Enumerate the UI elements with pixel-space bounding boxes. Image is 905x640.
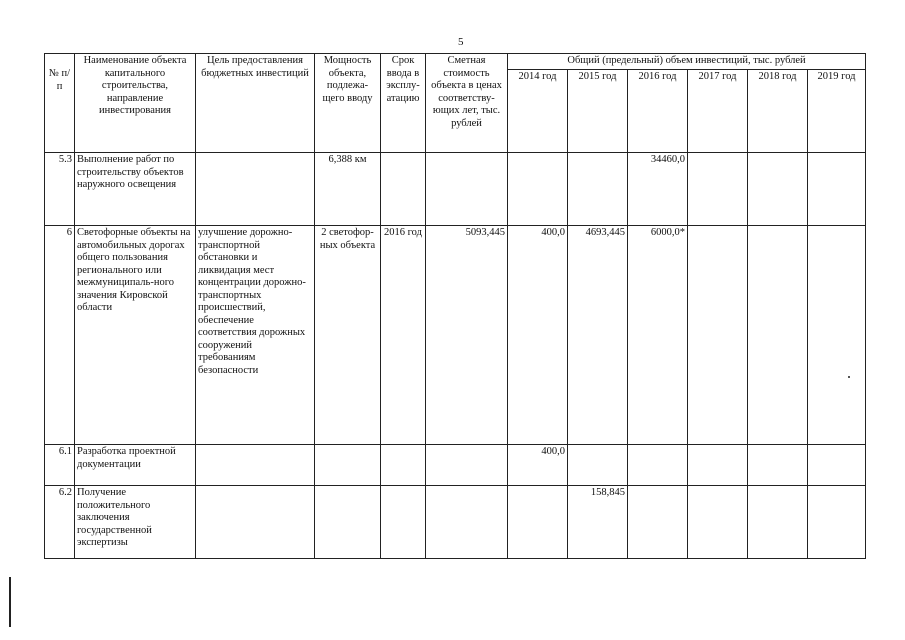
cell-2018 xyxy=(748,486,808,559)
cell-cost xyxy=(426,153,508,226)
header-year-2017: 2017 год xyxy=(688,70,748,153)
cell-2014: 400,0 xyxy=(508,226,568,445)
cell-cost: 5093,445 xyxy=(426,226,508,445)
cell-term xyxy=(381,153,426,226)
table-row xyxy=(45,445,866,486)
cell-goal xyxy=(196,486,315,559)
cell-2017 xyxy=(688,445,748,486)
cell-2019 xyxy=(808,445,866,486)
cell-2015: 158,845 xyxy=(568,486,628,559)
header-year-2018: 2018 год xyxy=(748,70,808,153)
header-year-2016: 2016 год xyxy=(628,70,688,153)
header-name: Наименование объекта капитального строительства, направление инвестирования xyxy=(75,54,196,153)
cell-term xyxy=(381,486,426,559)
cell-2016: 6000,0* xyxy=(628,226,688,445)
cell-num: 6.2 xyxy=(45,486,75,559)
cell-2016: 34460,0 xyxy=(628,153,688,226)
cell-capacity: 6,388 км xyxy=(315,153,381,226)
cell-2016 xyxy=(628,486,688,559)
header-term: Срок ввода в эксплу-атацию xyxy=(381,54,426,153)
cell-cost xyxy=(426,486,508,559)
cell-term xyxy=(381,445,426,486)
cell-goal: улучшение дорожно-транспортной обстановки и ликвидация мест концентрации дорожно-транспортных происшествий, обеспечение соответствия дорожных сооружений требованиям безопасности xyxy=(196,226,315,445)
header-year-2015: 2015 год xyxy=(568,70,628,153)
cell-2018 xyxy=(748,153,808,226)
cell-cost xyxy=(426,445,508,486)
cell-2016 xyxy=(628,445,688,486)
header-row-top xyxy=(45,54,866,70)
cell-capacity xyxy=(315,445,381,486)
investment-table xyxy=(44,53,866,559)
cell-goal xyxy=(196,445,315,486)
cell-2014: 400,0 xyxy=(508,445,568,486)
cell-num: 6 xyxy=(45,226,75,445)
cell-capacity xyxy=(315,486,381,559)
table-row xyxy=(45,153,866,226)
cell-2019 xyxy=(808,486,866,559)
scan-speck xyxy=(848,376,850,378)
table-row xyxy=(45,486,866,559)
cell-2017 xyxy=(688,486,748,559)
cell-num: 5.3 xyxy=(45,153,75,226)
cell-name: Светофорные объекты на автомобильных дорогах общего пользования регионального или межмуниципаль-ного значения Кировской области xyxy=(75,226,196,445)
cell-num: 6.1 xyxy=(45,445,75,486)
table-row xyxy=(45,226,866,445)
cell-2015 xyxy=(568,445,628,486)
scan-margin-line xyxy=(9,577,11,627)
cell-2015: 4693,445 xyxy=(568,226,628,445)
page-number: 5 xyxy=(458,36,464,48)
header-year-2019: 2019 год xyxy=(808,70,866,153)
cell-term: 2016 год xyxy=(381,226,426,445)
header-goal: Цель предоставления бюджетных инвестиций xyxy=(196,54,315,153)
cell-name: Получение положительного заключения государственной экспертизы xyxy=(75,486,196,559)
header-capacity: Мощность объекта, подлежа-щего вводу xyxy=(315,54,381,153)
cell-2015 xyxy=(568,153,628,226)
header-cost: Сметная стоимость объекта в ценах соответству-ющих лет, тыс. рублей xyxy=(426,54,508,153)
cell-2019 xyxy=(808,153,866,226)
header-year-2014: 2014 год xyxy=(508,70,568,153)
cell-name: Разработка проектной документации xyxy=(75,445,196,486)
cell-2017 xyxy=(688,226,748,445)
cell-name: Выполнение работ по строительству объектов наружного освещения xyxy=(75,153,196,226)
cell-capacity: 2 светофор-ных объекта xyxy=(315,226,381,445)
cell-2018 xyxy=(748,445,808,486)
cell-2014 xyxy=(508,486,568,559)
header-investments: Общий (предельный) объем инвестиций, тыс. рублей xyxy=(508,54,866,70)
cell-goal xyxy=(196,153,315,226)
cell-2019 xyxy=(808,226,866,445)
header-num: № п/п xyxy=(45,54,75,153)
cell-2014 xyxy=(508,153,568,226)
cell-2018 xyxy=(748,226,808,445)
cell-2017 xyxy=(688,153,748,226)
